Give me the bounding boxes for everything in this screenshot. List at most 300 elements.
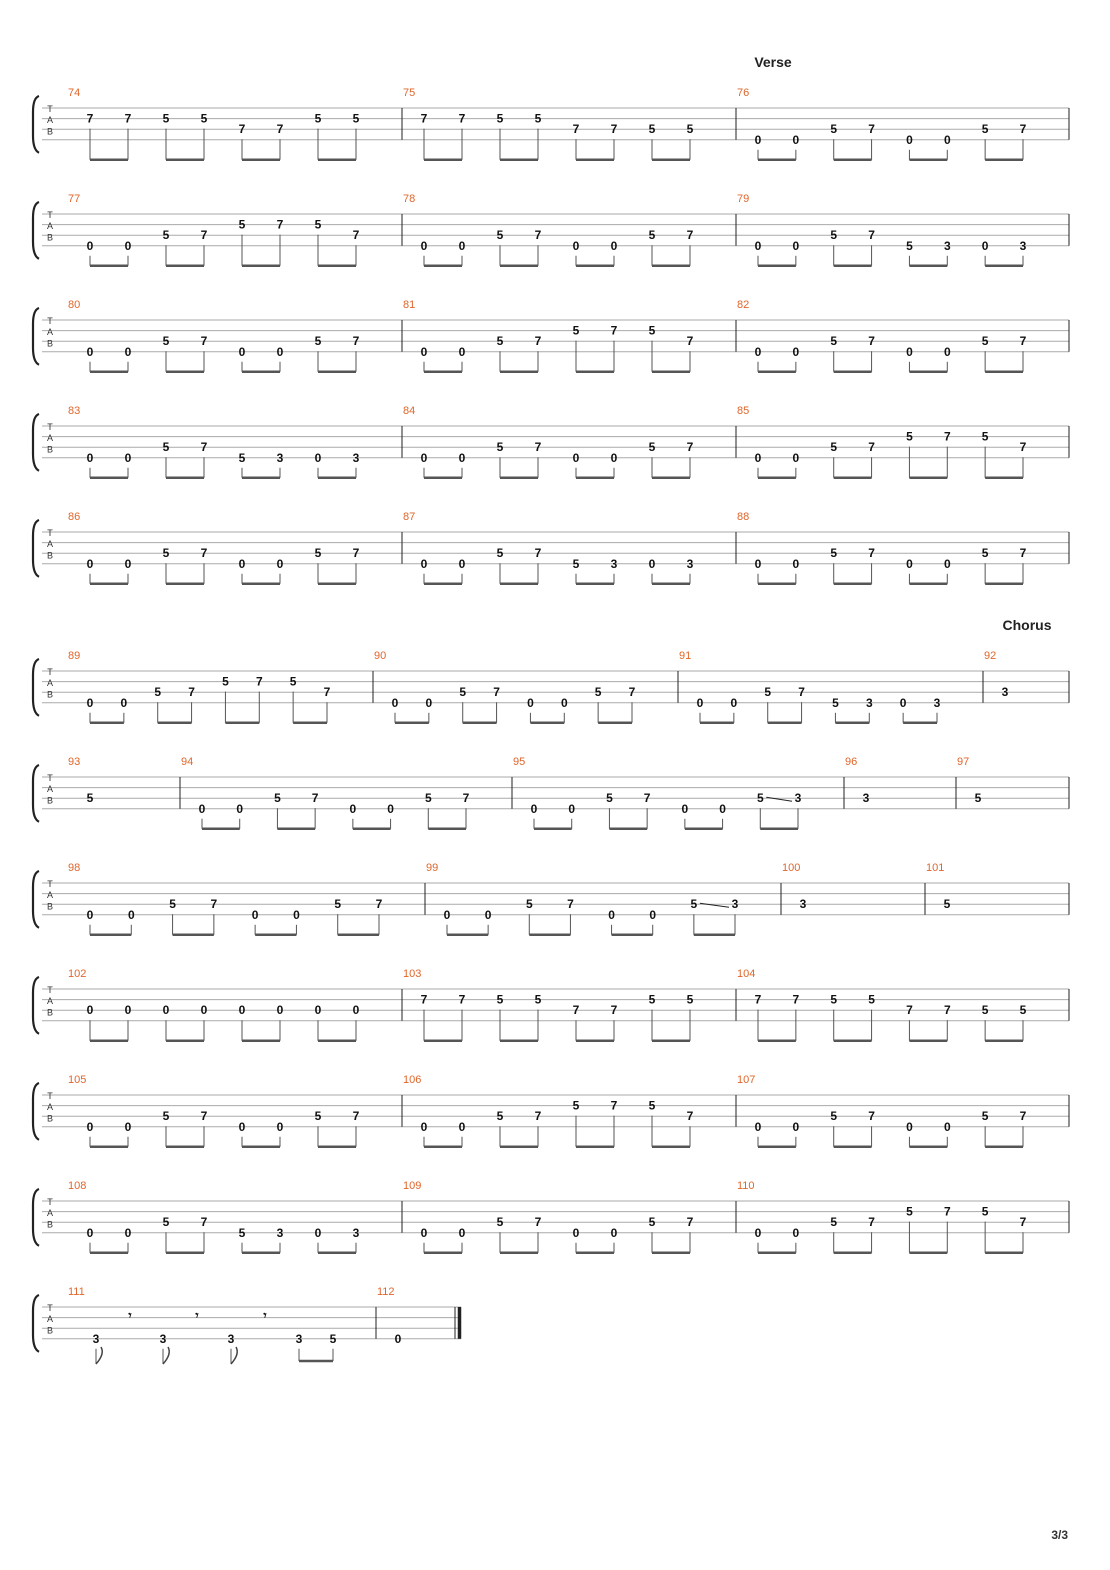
fret-number: 5 (238, 1225, 246, 1240)
system-bracket (33, 414, 39, 471)
measure-number: 87 (403, 511, 416, 523)
tab-system (33, 405, 1069, 478)
measure-number: 97 (957, 756, 970, 768)
fret-number: 0 (648, 556, 656, 571)
tab-clef-letter: A (46, 327, 54, 338)
fret-number: 0 (124, 238, 132, 253)
fret-number: 0 (86, 238, 94, 253)
tab-system (33, 756, 1069, 829)
measure-number: 102 (68, 968, 87, 980)
fret-number: 7 (534, 1109, 542, 1124)
measure (426, 862, 781, 935)
fret-number: 0 (238, 1119, 246, 1134)
fret-number: 0 (610, 238, 618, 253)
measure-number: 82 (737, 299, 750, 311)
fret-number: 0 (527, 695, 534, 710)
fret-number: 3 (799, 897, 807, 912)
fret-number: 7 (1019, 334, 1027, 349)
tab-clef-letter: T (47, 1197, 53, 1207)
fret-number: 0 (754, 132, 762, 147)
fret-number: 0 (387, 801, 394, 816)
fret-number: 5 (756, 791, 764, 806)
measure (737, 299, 1069, 372)
tab-clef-letter: A (46, 890, 54, 901)
tab-system (33, 299, 1069, 372)
fret-number: 5 (981, 1204, 989, 1219)
measure-number: 76 (737, 87, 750, 99)
fret-number: 0 (198, 801, 206, 816)
fret-number: 7 (493, 685, 500, 700)
measure-number: 110 (737, 1180, 755, 1192)
fret-number: 3 (276, 1225, 284, 1240)
fret-number: 0 (719, 801, 726, 816)
note-flag (96, 1347, 102, 1364)
tab-clef-letter: B (46, 795, 54, 806)
fret-number: 5 (648, 1215, 656, 1230)
tab-clef-letter: T (47, 985, 53, 995)
eighth-rest: 𝄾 (128, 1308, 132, 1323)
fret-number: 7 (610, 1098, 618, 1113)
fret-number: 7 (534, 546, 542, 561)
fret-number: 0 (560, 695, 568, 710)
fret-number: 0 (681, 801, 689, 816)
measure-number: 111 (68, 1286, 85, 1298)
fret-number: 5 (686, 992, 694, 1007)
fret-number: 7 (200, 1215, 208, 1230)
fret-number: 7 (868, 122, 875, 137)
measure (679, 650, 983, 723)
fret-number: 0 (943, 132, 951, 147)
fret-number: 0 (792, 1225, 800, 1240)
tab-clef-letter: A (46, 996, 54, 1007)
fret-number: 5 (238, 217, 246, 232)
fret-number: 0 (696, 695, 704, 710)
fret-number: 7 (610, 122, 618, 137)
fret-number: 0 (420, 238, 428, 253)
fret-number: 0 (572, 1225, 580, 1240)
fret-number: 0 (530, 801, 538, 816)
fret-number: 7 (868, 546, 875, 561)
fret-number: 0 (425, 695, 433, 710)
system-bracket (33, 765, 39, 822)
measure-number: 103 (403, 968, 422, 980)
fret-number: 0 (420, 344, 428, 359)
fret-number: 0 (420, 556, 428, 571)
fret-number: 7 (792, 992, 800, 1007)
fret-number: 5 (154, 685, 162, 700)
measure-number: 108 (68, 1180, 87, 1192)
fret-number: 5 (314, 546, 322, 561)
tab-clef-letter: B (46, 444, 54, 455)
measure (737, 405, 1069, 478)
fret-number: 0 (162, 1003, 170, 1018)
fret-number: 3 (92, 1331, 100, 1346)
measure-number: 74 (68, 87, 81, 99)
fret-number: 7 (798, 685, 805, 700)
fret-number: 7 (420, 992, 428, 1007)
fret-number: 5 (496, 334, 504, 349)
tab-clef-letter: A (46, 221, 54, 232)
fret-number: 7 (610, 323, 618, 338)
fret-number: 7 (375, 897, 383, 912)
fret-number: 0 (906, 344, 913, 359)
measure-number: 93 (68, 756, 81, 768)
tab-clef-letter: A (46, 433, 54, 444)
fret-number: 7 (462, 791, 470, 806)
fret-number: 5 (648, 323, 656, 338)
fret-number: 5 (648, 122, 656, 137)
fret-number: 5 (496, 1109, 504, 1124)
fret-number: 5 (906, 238, 913, 253)
system-bracket (33, 520, 39, 577)
system-bracket (33, 1189, 39, 1246)
fret-number: 5 (981, 429, 989, 444)
fret-number: 3 (794, 791, 802, 806)
measure (68, 511, 402, 584)
measure (403, 299, 736, 372)
fret-number: 0 (458, 1225, 466, 1240)
tab-clef-letter: A (46, 1208, 54, 1219)
fret-number: 0 (124, 1119, 132, 1134)
fret-number: 0 (754, 450, 762, 465)
fret-number: 0 (120, 695, 128, 710)
measure-number: 81 (403, 299, 416, 311)
fret-number: 0 (391, 695, 399, 710)
tab-clef-letter: B (46, 1113, 54, 1124)
fret-number: 3 (686, 556, 694, 571)
system-bracket (33, 871, 39, 928)
measure (926, 862, 1069, 915)
measure (737, 1180, 1069, 1253)
fret-number: 7 (943, 1003, 951, 1018)
tab-clef-letter: B (46, 338, 54, 349)
fret-number: 7 (276, 122, 284, 137)
fret-number: 0 (276, 344, 284, 359)
fret-number: 7 (311, 791, 319, 806)
fret-number: 7 (943, 429, 951, 444)
fret-number: 7 (686, 440, 694, 455)
tab-clef-letter: B (46, 901, 54, 912)
system-bracket (33, 659, 39, 716)
fret-number: 5 (648, 440, 656, 455)
fret-number: 0 (610, 450, 618, 465)
fret-number: 0 (792, 450, 800, 465)
fret-number: 7 (1019, 1109, 1027, 1124)
fret-number: 5 (648, 992, 656, 1007)
fret-number: 7 (200, 440, 208, 455)
fret-number: 7 (1019, 1215, 1027, 1230)
fret-number: 7 (420, 111, 428, 126)
fret-number: 7 (458, 111, 466, 126)
measure (181, 756, 512, 829)
eighth-rest: 𝄾 (195, 1308, 199, 1323)
measure-number: 96 (845, 756, 858, 768)
fret-number: 0 (420, 1225, 428, 1240)
fret-number: 0 (314, 450, 322, 465)
tab-system (33, 193, 1069, 266)
fret-number: 5 (830, 334, 838, 349)
fret-number: 5 (572, 323, 580, 338)
tab-system (33, 511, 1069, 584)
fret-number: 3 (731, 897, 739, 912)
measure-number: 84 (403, 405, 416, 417)
fret-number: 0 (754, 238, 762, 253)
measure-number: 88 (737, 511, 750, 523)
fret-number: 5 (162, 1215, 170, 1230)
fret-number: 0 (610, 1225, 618, 1240)
fret-number: 7 (352, 334, 360, 349)
tab-clef-letter: A (46, 1102, 54, 1113)
fret-number: 7 (86, 111, 94, 126)
fret-number: 0 (792, 238, 800, 253)
fret-number: 3 (862, 791, 870, 806)
fret-number: 0 (352, 1003, 360, 1018)
fret-number: 7 (572, 122, 580, 137)
fret-number: 0 (754, 556, 762, 571)
measure (957, 756, 1069, 809)
fret-number: 5 (162, 228, 170, 243)
measure-number: 91 (679, 650, 692, 662)
fret-number: 7 (352, 1109, 360, 1124)
measure (782, 862, 925, 915)
tab-clef-letter: B (46, 1007, 54, 1018)
measure (68, 1180, 402, 1253)
measure-number: 109 (403, 1180, 422, 1192)
fret-number: 0 (86, 450, 94, 465)
fret-number: 5 (534, 111, 542, 126)
fret-number: 7 (754, 992, 762, 1007)
measure (737, 193, 1069, 266)
fret-number: 0 (792, 1119, 800, 1134)
measure-number: 99 (426, 862, 439, 874)
tab-system (33, 968, 1069, 1041)
fret-number: 7 (868, 440, 875, 455)
fret-number: 0 (443, 907, 451, 922)
fret-number: 7 (124, 111, 132, 126)
fret-number: 5 (162, 111, 170, 126)
fret-number: 0 (906, 1119, 913, 1134)
fret-number: 7 (868, 334, 875, 349)
measure (737, 511, 1069, 584)
measure-number: 112 (377, 1286, 395, 1298)
fret-number: 0 (251, 907, 259, 922)
fret-number: 0 (754, 1119, 762, 1134)
fret-number: 0 (124, 1225, 132, 1240)
fret-number: 5 (981, 1109, 989, 1124)
fret-number: 5 (690, 897, 698, 912)
fret-number: 0 (236, 801, 244, 816)
page-number: 3/3 (1051, 1528, 1068, 1542)
measure (984, 650, 1069, 703)
measure-number: 105 (68, 1074, 87, 1086)
measure (68, 87, 402, 160)
tab-system (33, 1286, 461, 1364)
fret-number: 0 (754, 344, 762, 359)
fret-number: 0 (238, 344, 246, 359)
fret-number: 7 (458, 992, 466, 1007)
fret-number: 5 (981, 546, 989, 561)
fret-number: 5 (496, 440, 504, 455)
fret-number: 5 (162, 440, 170, 455)
fret-number: 0 (86, 1119, 94, 1134)
fret-number: 0 (484, 907, 492, 922)
tab-clef-letter: T (47, 773, 53, 783)
measure-number: 85 (737, 405, 750, 417)
fret-number: 0 (124, 556, 132, 571)
fret-number: 5 (572, 556, 580, 571)
tab-clef-letter: B (46, 1219, 54, 1230)
fret-number: 0 (314, 1003, 322, 1018)
fret-number: 7 (534, 1215, 542, 1230)
fret-number: 7 (686, 228, 694, 243)
tab-clef-letter: B (46, 126, 54, 137)
fret-number: 0 (276, 1003, 284, 1018)
fret-number: 5 (496, 546, 504, 561)
measure (68, 405, 402, 478)
fret-number: 0 (730, 695, 738, 710)
measure (68, 193, 402, 266)
measure (737, 87, 1069, 160)
fret-number: 7 (323, 685, 331, 700)
fret-number: 5 (314, 217, 322, 232)
fret-number: 0 (124, 450, 132, 465)
note-flag (163, 1347, 169, 1364)
measure-number: 106 (403, 1074, 422, 1086)
fret-number: 7 (200, 1109, 208, 1124)
fret-number: 5 (496, 992, 504, 1007)
tab-clef-letter: A (46, 539, 54, 550)
tab-clef-letter: T (47, 104, 53, 114)
fret-number: 5 (830, 1109, 838, 1124)
fret-number: 3 (227, 1331, 235, 1346)
tab-system (33, 1074, 1069, 1147)
system-bracket (33, 202, 39, 259)
measure (68, 1286, 376, 1364)
measure (374, 650, 678, 723)
fret-number: 0 (293, 907, 300, 922)
fret-number: 7 (534, 228, 542, 243)
fret-number: 0 (458, 238, 466, 253)
measure-number: 78 (403, 193, 416, 205)
tab-clef-letter: B (46, 689, 54, 700)
fret-number: 5 (906, 1204, 913, 1219)
measure (68, 299, 402, 372)
fret-number: 5 (238, 450, 246, 465)
tab-clef-letter: T (47, 422, 53, 432)
fret-number: 5 (974, 791, 982, 806)
fret-number: 3 (295, 1331, 303, 1346)
fret-number: 7 (628, 685, 636, 700)
measure (68, 968, 402, 1041)
fret-number: 0 (906, 132, 913, 147)
fret-number: 5 (86, 791, 94, 806)
section-label: Chorus (1002, 617, 1052, 633)
fret-number: 3 (933, 695, 941, 710)
fret-number: 3 (1001, 685, 1009, 700)
tab-clef-letter: T (47, 210, 53, 220)
fret-number: 3 (159, 1331, 167, 1346)
tab-clef-letter: B (46, 550, 54, 561)
fret-number: 0 (943, 556, 951, 571)
tab-clef-letter: A (46, 1314, 54, 1325)
fret-number: 7 (210, 897, 218, 912)
fret-number: 5 (981, 1003, 989, 1018)
measure-number: 86 (68, 511, 81, 523)
fret-number: 0 (899, 695, 907, 710)
fret-number: 7 (868, 228, 875, 243)
tab-system (33, 1180, 1069, 1253)
system-bracket (33, 977, 39, 1034)
fret-number: 5 (222, 674, 229, 689)
tab-system (33, 862, 1069, 935)
fret-number: 5 (764, 685, 772, 700)
fret-number: 0 (86, 344, 94, 359)
fret-number: 5 (648, 1098, 656, 1113)
fret-number: 0 (127, 907, 135, 922)
fret-number: 0 (458, 450, 466, 465)
tab-clef-letter: T (47, 879, 53, 889)
measure (68, 1074, 402, 1147)
fret-number: 5 (534, 992, 542, 1007)
fret-number: 0 (314, 1225, 322, 1240)
fret-number: 7 (610, 1003, 618, 1018)
fret-number: 0 (276, 1119, 284, 1134)
tab-clef-letter: A (46, 115, 54, 126)
fret-number: 0 (792, 132, 800, 147)
fret-number: 0 (86, 1003, 94, 1018)
fret-number: 5 (606, 791, 613, 806)
fret-number: 5 (830, 122, 838, 137)
fret-number: 0 (458, 1119, 466, 1134)
measure-number: 89 (68, 650, 81, 662)
measure (68, 756, 180, 809)
eighth-rest: 𝄾 (263, 1308, 267, 1323)
fret-number: 0 (238, 1003, 246, 1018)
fret-number: 7 (276, 217, 284, 232)
measure (68, 862, 425, 935)
fret-number: 7 (534, 334, 542, 349)
measure-number: 90 (374, 650, 387, 662)
measure (68, 650, 373, 723)
fret-number: 7 (686, 1215, 694, 1230)
fret-number: 7 (906, 1003, 913, 1018)
fret-number: 5 (289, 674, 297, 689)
measure (403, 87, 736, 160)
measure-number: 80 (68, 299, 81, 311)
fret-number: 7 (200, 546, 208, 561)
fret-number: 5 (329, 1331, 337, 1346)
fret-number: 3 (1019, 238, 1027, 253)
measure (403, 405, 736, 478)
fret-number: 0 (649, 907, 657, 922)
fret-number: 5 (314, 1109, 322, 1124)
fret-number: 0 (458, 556, 466, 571)
measure-number: 77 (68, 193, 81, 205)
measure-number: 95 (513, 756, 526, 768)
fret-number: 5 (162, 1109, 170, 1124)
fret-number: 5 (162, 546, 170, 561)
fret-number: 5 (496, 1215, 504, 1230)
note-flag (231, 1347, 237, 1364)
fret-number: 7 (643, 791, 651, 806)
fret-number: 5 (162, 334, 170, 349)
fret-number: 5 (830, 1215, 838, 1230)
fret-number: 5 (169, 897, 176, 912)
fret-number: 5 (981, 334, 989, 349)
fret-number: 5 (832, 695, 839, 710)
fret-number: 0 (124, 344, 132, 359)
fret-number: 3 (352, 450, 360, 465)
